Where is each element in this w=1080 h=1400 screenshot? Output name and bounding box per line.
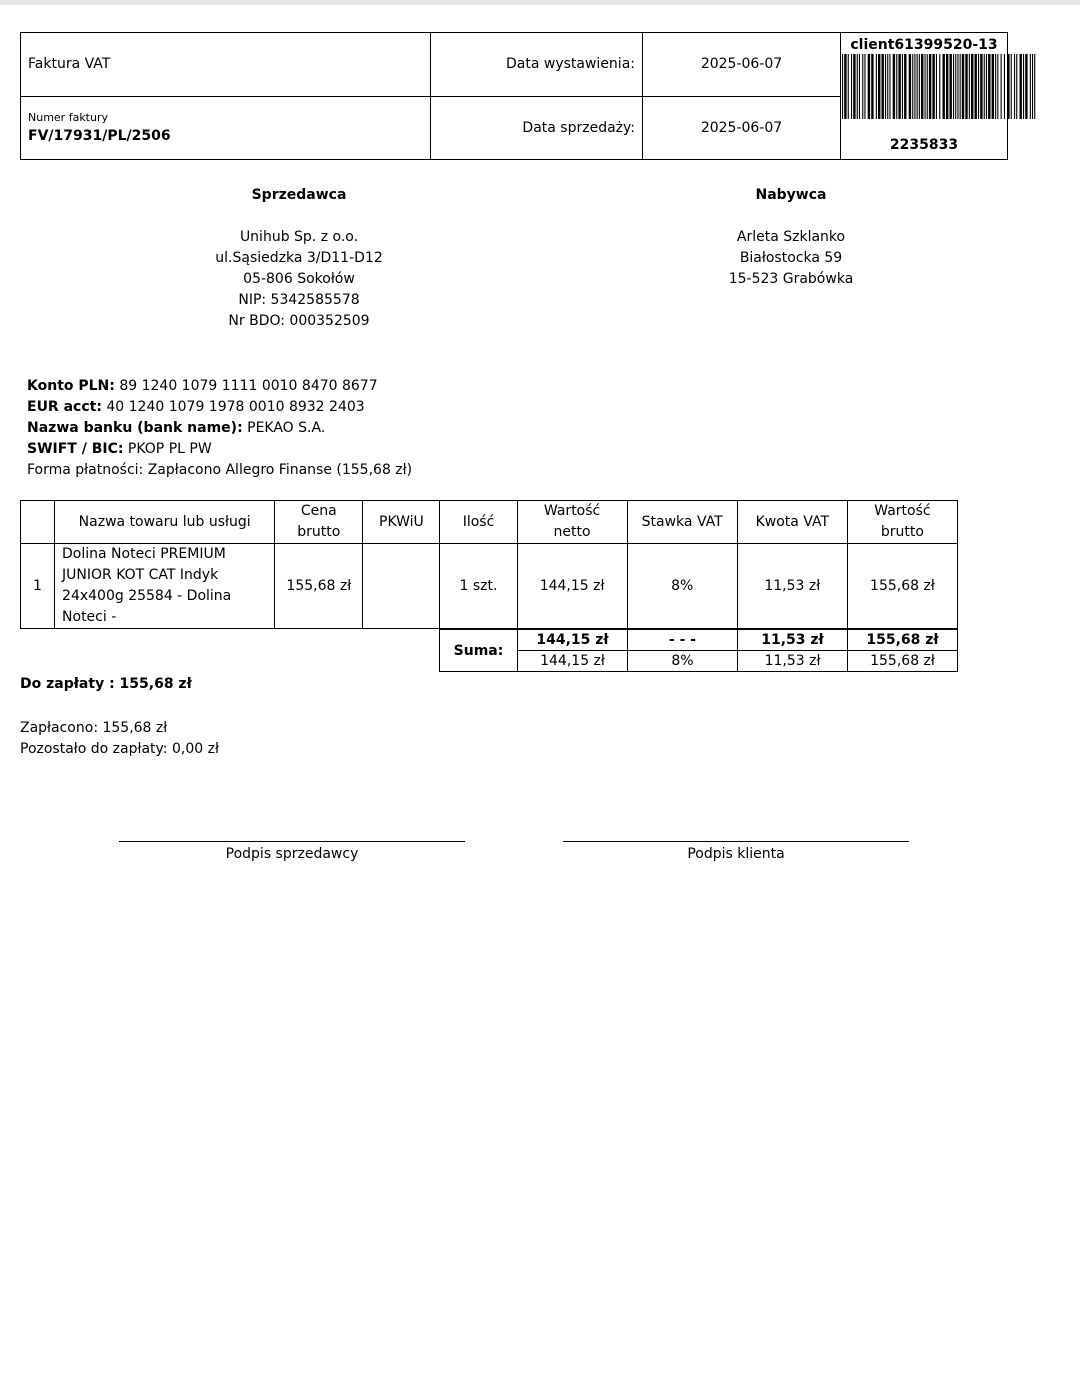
summary-table (439, 629, 958, 672)
summary-rate-row (440, 651, 958, 672)
summary-label: Suma: (440, 630, 518, 672)
sale-date: 2025-06-07 (643, 96, 841, 160)
issue-date: 2025-06-07 (643, 33, 841, 97)
swift-line (27, 439, 412, 460)
buyer-title: Nabywca (755, 187, 827, 203)
items-table (20, 500, 958, 629)
seller-block (99, 185, 499, 332)
invoice-header-table (20, 32, 1008, 160)
top-bar (0, 0, 1080, 5)
rate-net: 144,15 zł (518, 651, 628, 672)
summary-rate: - - - (628, 630, 738, 651)
sale-date-label: Data sprzedaży: (431, 96, 643, 160)
seller-bdo: Nr BDO: 000352509 (228, 313, 370, 329)
buyer-city: 15-523 Grabówka (728, 271, 854, 287)
barcode-icon (841, 54, 1038, 119)
buyer-street: Białostocka 59 (739, 250, 843, 266)
col-name: Nazwa towaru lub usługi (55, 501, 275, 544)
pln-account-line (27, 376, 412, 397)
seller-title: Sprzedawca (251, 187, 347, 203)
col-pkwiu: PKWiU (363, 501, 440, 544)
table-row (21, 544, 958, 629)
col-vat-amount: Kwota VAT (737, 501, 847, 544)
invoice-number-cell (21, 96, 431, 160)
swift-code: PKOP PL PW (127, 441, 212, 457)
col-qty: Ilość (440, 501, 517, 544)
summary-vat: 11,53 zł (738, 630, 848, 651)
bank-name-label: Nazwa banku (bank name): (27, 420, 243, 436)
pln-account-label: Konto PLN: (27, 378, 115, 394)
eur-account: 40 1240 1079 1978 0010 8932 2403 (106, 399, 365, 415)
table-header-row (21, 501, 958, 544)
col-lp (21, 501, 55, 544)
eur-account-line (27, 397, 412, 418)
col-vat-rate: Stawka VAT (627, 501, 737, 544)
col-gross: Wartość brutto (847, 501, 957, 544)
summary-gross: 155,68 zł (848, 630, 958, 651)
seller-signature-line (119, 841, 465, 842)
row-net: 144,15 zł (517, 544, 627, 629)
payment-status (20, 718, 219, 760)
client-signature-label: Podpis klienta (687, 846, 785, 862)
client-code: client61399520-13 (850, 37, 998, 53)
row-vat-rate: 8% (627, 544, 737, 629)
row-price: 155,68 zł (275, 544, 363, 629)
rate-gross: 155,68 zł (848, 651, 958, 672)
row-gross: 155,68 zł (847, 544, 957, 629)
seller-nip: NIP: 5342585578 (238, 292, 360, 308)
bank-name: PEKAO S.A. (247, 420, 326, 436)
row-lp: 1 (21, 544, 55, 629)
seller-city: 05-806 Sokołów (243, 271, 355, 287)
summary-net: 144,15 zł (518, 630, 628, 651)
client-signature-line (563, 841, 909, 842)
amount-paid: Zapłacono: 155,68 zł (20, 720, 168, 736)
payment-method: Forma płatności: Zapłacono Allegro Finanse (155,68 zł) (27, 462, 413, 478)
buyer-name: Arleta Szklanko (736, 229, 846, 245)
invoice-number: FV/17931/PL/2506 (28, 128, 171, 145)
issue-date-label: Data wystawienia: (431, 33, 643, 97)
seller-signature-label: Podpis sprzedawcy (225, 846, 359, 862)
buyer-block (591, 185, 991, 290)
document-type: Faktura VAT (21, 33, 431, 97)
seller-street: ul.Sąsiedzka 3/D11-D12 (215, 250, 383, 266)
col-price: Cena brutto (275, 501, 363, 544)
row-vat-amount: 11,53 zł (737, 544, 847, 629)
summary-total-row (440, 630, 958, 651)
col-net: Wartość netto (517, 501, 627, 544)
amount-remaining: Pozostało do zapłaty: 0,00 zł (20, 741, 219, 757)
row-qty: 1 szt. (440, 544, 517, 629)
rate-vat: 11,53 zł (738, 651, 848, 672)
pln-account: 89 1240 1079 1111 0010 8470 8677 (119, 378, 378, 394)
barcode-number: 2235833 (889, 137, 959, 153)
barcode-cell (841, 33, 1008, 160)
bank-details (27, 376, 412, 481)
bank-name-line (27, 418, 412, 439)
row-item-name: Dolina Noteci PREMIUM JUNIOR KOT CAT Indyk 24x400g 25584 - Dolina Noteci - (55, 544, 275, 629)
invoice-number-label: Numer faktury (28, 111, 109, 125)
row-pkwiu (363, 544, 440, 629)
rate-rate: 8% (628, 651, 738, 672)
eur-account-label: EUR acct: (27, 399, 102, 415)
swift-label: SWIFT / BIC: (27, 441, 124, 457)
seller-name: Unihub Sp. z o.o. (239, 229, 359, 245)
amount-due: Do zapłaty : 155,68 zł (20, 676, 192, 692)
